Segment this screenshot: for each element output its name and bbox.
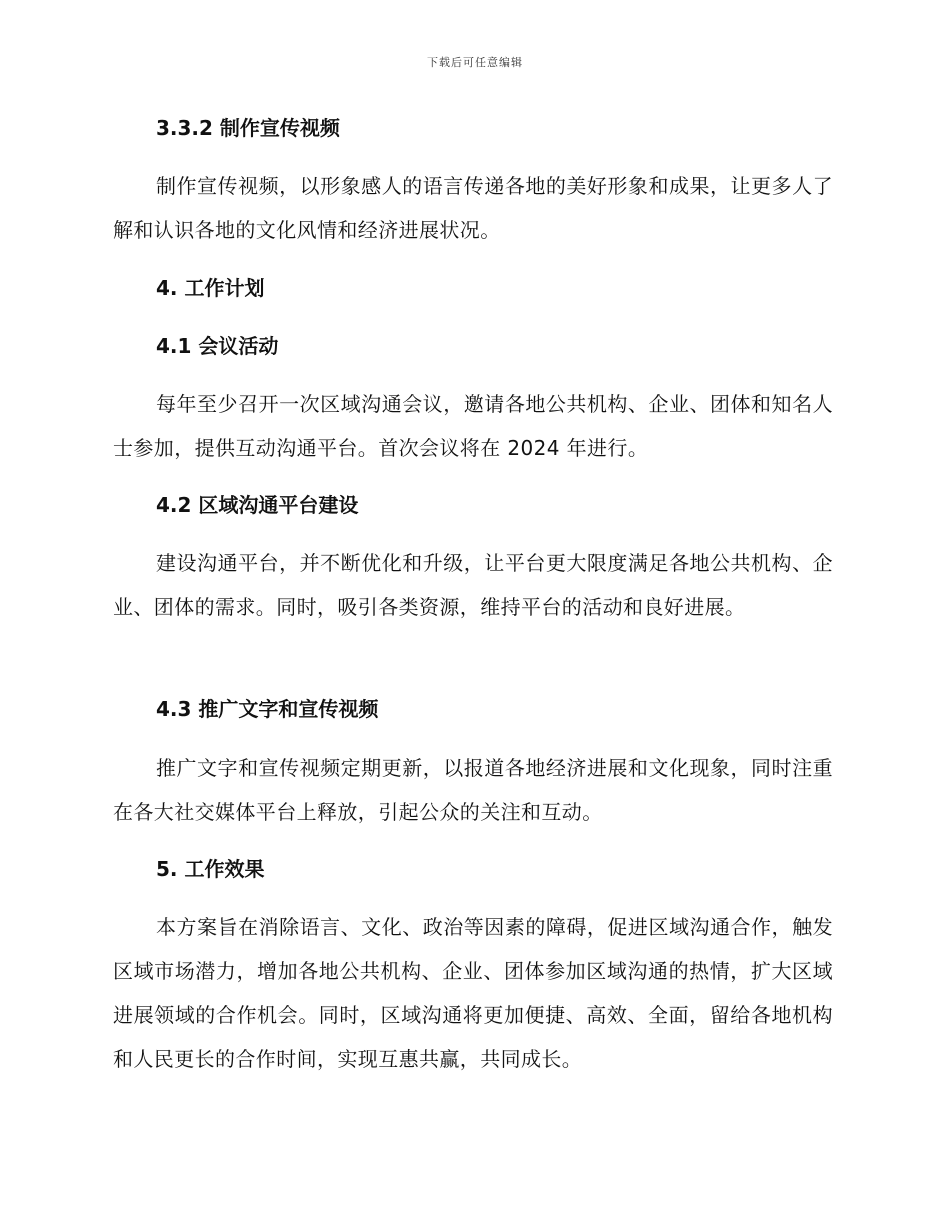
page-header: 下载后可任意编辑	[427, 56, 523, 69]
section-heading-4: 4. 工作计划	[156, 276, 265, 300]
paragraph-promo-video: 制作宣传视频，以形象感人的语言传递各地的美好形象和成果，让更多人了解和认识各地的文化风情和经济进展状况。	[113, 174, 833, 242]
paragraph-promotion: 推广文字和宣传视频定期更新，以报道各地经济进展和文化现象，同时注重在各大社交媒体平台上释放，引起公众的关注和互动。	[113, 756, 833, 824]
section-heading-5: 5. 工作效果	[156, 857, 265, 881]
section-heading-4-1: 4.1 会议活动	[156, 334, 279, 358]
section-heading-4-3: 4.3 推广文字和宣传视频	[156, 697, 379, 721]
paragraph-meetings: 每年至少召开一次区域沟通会议，邀请各地公共机构、企业、团体和知名人士参加，提供互动沟通平台。首次会议将在 2024 年进行。	[113, 392, 833, 460]
paragraph-platform: 建设沟通平台，并不断优化和升级，让平台更大限度满足各地公共机构、企业、团体的需求。同时，吸引各类资源，维持平台的活动和良好进展。	[113, 551, 833, 619]
section-heading-3-3-2: 3.3.2 制作宣传视频	[156, 116, 340, 140]
section-heading-4-2: 4.2 区域沟通平台建设	[156, 493, 359, 517]
paragraph-results: 本方案旨在消除语言、文化、政治等因素的障碍，促进区域沟通合作，触发区域市场潜力，增加各地公共机构、企业、团体参加区域沟通的热情，扩大区域进展领域的合作机会。同时，区域沟通将更加便捷、高效、全面，留给各地机构和人民更长的合作时间，实现互惠共赢，共同成长。	[113, 915, 833, 1071]
